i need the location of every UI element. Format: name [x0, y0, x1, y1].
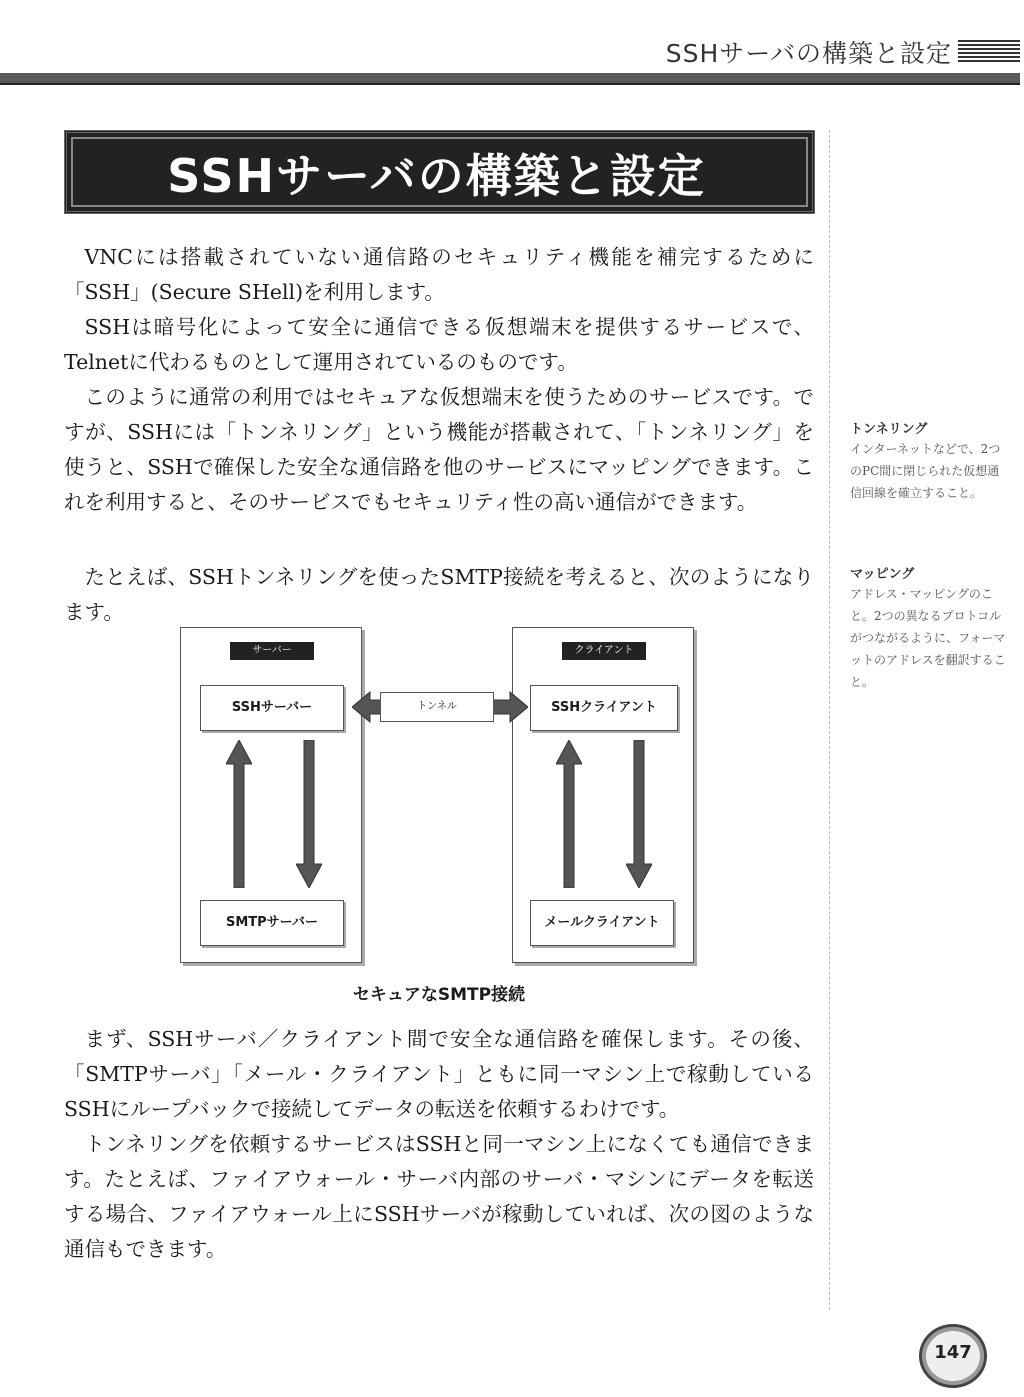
server-panel-tag: サーバー [230, 642, 314, 660]
ssh-server-node: SSHサーバー [200, 685, 344, 731]
running-header-title: SSHサーバの構築と設定 [665, 39, 952, 68]
header-stripes-decoration [958, 40, 1020, 64]
server-down-arrow [296, 740, 322, 888]
glossary-term-tunneling: トンネリング [850, 422, 928, 437]
paragraph-firewall: トンネリングを依頼するサービスはSSHと同一マシン上になくても通信できます。たとえば、ファイアウォール・サーバ内部のサーバ・マシンにデータを転送する場合、ファイアウォール上にSSHサーバが稼動していれば、次の図のような通信もできます。 [64, 1132, 814, 1261]
client-panel-tag: クライアント [562, 642, 646, 660]
smtp-server-node: SMTPサーバー [200, 900, 344, 946]
header-rule [0, 73, 1020, 85]
paragraph-procedure: まず、SSHサーバ／クライアント間で安全な通信路を確保します。その後、「SMTPサーバ」「メール・クライアント」ともに同一マシン上で稼動しているSSHにループバックで接続してデータの転送を依頼するわけです。 [64, 1027, 814, 1121]
sidebar-divider [829, 130, 830, 1310]
client-down-arrow [626, 740, 652, 888]
paragraph-tunneling: このように通常の利用ではセキュアな仮想端末を使うためのサービスです。ですが、SSHには「トンネリング」という機能が搭載されて、「トンネリング」を使うと、SSHで確保した安全な通信路を他のサービスにマッピングできます。これを利用すると、そのサービスでもセキュリティ性の高い通信ができます。 [64, 385, 814, 514]
glossary-term-mapping: マッピング [850, 567, 915, 582]
paragraph-intro: VNCには搭載されていない通信路のセキュリティ機能を補完するために「SSH」(Secure SHell)を利用します。 [64, 245, 814, 304]
glossary-desc-tunneling: インターネットなどで、2つのPC間に閉じられた仮想通信回線を確立すること。 [850, 442, 1001, 500]
ssh-client-node: SSHクライアント [530, 685, 678, 731]
mail-client-node: メールクライアント [530, 900, 674, 946]
chapter-title: SSHサーバの構築と設定 [167, 149, 706, 203]
paragraph-ssh-description: SSHは暗号化によって安全に通信できる仮想端末を提供するサービスで、Telnetに代わるものとして運用されているのものです。 [64, 315, 814, 374]
client-up-arrow [556, 740, 582, 888]
tunnel-label: トンネル [380, 692, 494, 722]
server-up-arrow [226, 740, 252, 888]
page-number: 147 [934, 1342, 972, 1363]
glossary-desc-mapping: アドレス・マッピングのこと。2つの異なるプロトコルがつながるように、フォーマットのアドレスを翻訳すること。 [850, 587, 1006, 689]
figure-caption: セキュアなSMTP接続 [352, 985, 526, 1005]
paragraph-example: たとえば、SSHトンネリングを使ったSMTP接続を考えると、次のようになります。 [64, 565, 814, 624]
